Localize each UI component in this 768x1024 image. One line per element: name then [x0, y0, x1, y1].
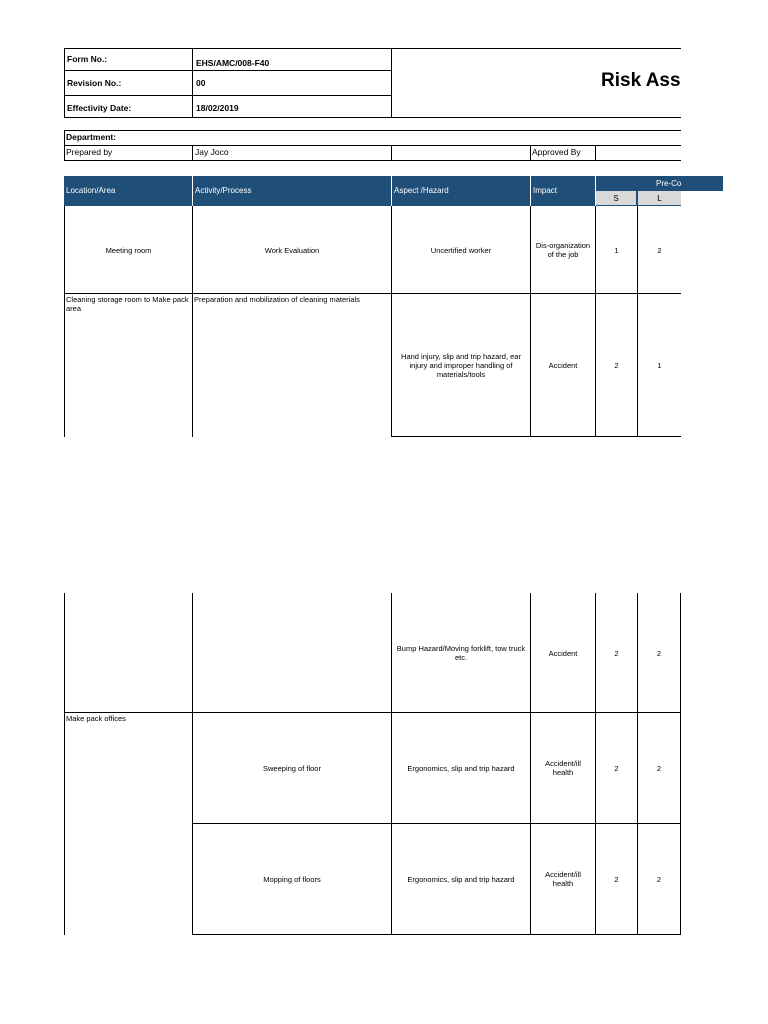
header-vline-2	[391, 48, 392, 118]
table-row-3-impact: Accident	[548, 648, 578, 658]
table-row-5-activity: Mopping of floors	[263, 874, 321, 884]
col-aspect: Aspect /Hazard	[394, 186, 449, 195]
approved-by-label: Approved By	[532, 147, 581, 157]
info-vline-4	[595, 145, 596, 161]
table-row-2-location: Cleaning storage room to Make pack area	[66, 295, 189, 313]
table-row-4-s: 2	[614, 763, 619, 773]
vline-g2	[680, 593, 681, 935]
col-l: L	[638, 191, 681, 205]
table-row-4-impact: Accident/ill health	[545, 759, 581, 777]
table-row-2-aspect: Hand injury, slip and trip hazard, ear injury and improper handling of materials/tools	[401, 351, 521, 379]
table-row-5-aspect: Ergonomics, slip and trip hazard	[407, 874, 515, 884]
table-row-5-s: 2	[614, 874, 619, 884]
header-sep-2	[391, 176, 392, 206]
table-row-1-s: 1	[614, 245, 619, 255]
prepared-by-value: Jay Joco	[195, 147, 229, 157]
vline-a2	[64, 593, 65, 935]
table-row-4-location: Make pack offices	[66, 714, 126, 723]
table-row-1-l: 2	[657, 245, 662, 255]
hline-upper-bottom	[391, 436, 681, 437]
header-sep-3	[530, 176, 531, 206]
col-pre-control: Pre-Co	[656, 179, 682, 188]
header-sep-1	[192, 176, 193, 206]
table-row-2-l: 1	[657, 360, 662, 370]
col-activity: Activity/Process	[195, 186, 252, 195]
effectivity-value: 18/02/2019	[196, 103, 239, 113]
table-row-5-impact: Accident/ill health	[545, 870, 581, 888]
document-title: Risk Ass	[601, 70, 681, 91]
col-impact: Impact	[533, 186, 558, 195]
table-row-2-s: 2	[614, 360, 619, 370]
revision-label: Revision No.:	[67, 78, 122, 88]
table-row-4-aspect: Ergonomics, slip and trip hazard	[407, 763, 515, 773]
table-row-4-activity: Sweeping of floor	[263, 763, 321, 773]
form-no-label: Form No.:	[67, 54, 108, 64]
form-no-value: EHS/AMC/008-F40	[196, 58, 270, 68]
info-divider	[64, 145, 681, 146]
table-row-4-l: 2	[656, 763, 662, 773]
revision-value: 00	[196, 78, 206, 88]
department-label: Department:	[66, 132, 117, 142]
table-row-3-l: 2	[656, 648, 662, 658]
table-row-1-activity: Work Evaluation	[264, 245, 320, 255]
table-row-3-aspect: Bump Hazard/Moving forklift, tow truck etc.	[396, 644, 526, 662]
info-vline-3	[530, 145, 531, 161]
prepared-by-label: Prepared by	[66, 147, 113, 157]
table-row-2-impact: Accident	[548, 360, 578, 370]
table-row-1-location: Meeting room	[105, 245, 152, 255]
col-s: S	[596, 191, 637, 205]
table-row-1-impact: Dis-organization of the job	[535, 241, 591, 259]
effectivity-label: Effectivity Date:	[67, 103, 132, 113]
col-location: Location/Area	[66, 186, 116, 195]
hline-lower-bottom	[192, 934, 681, 935]
table-row-3-s: 2	[614, 648, 619, 658]
table-row-1-aspect: Uncertified worker	[430, 245, 492, 255]
table-row-5-l: 2	[656, 874, 662, 884]
info-vline-1	[192, 145, 193, 161]
table-row-2-activity: Preparation and mobilization of cleaning materials	[194, 295, 360, 304]
info-vline-2	[391, 145, 392, 161]
